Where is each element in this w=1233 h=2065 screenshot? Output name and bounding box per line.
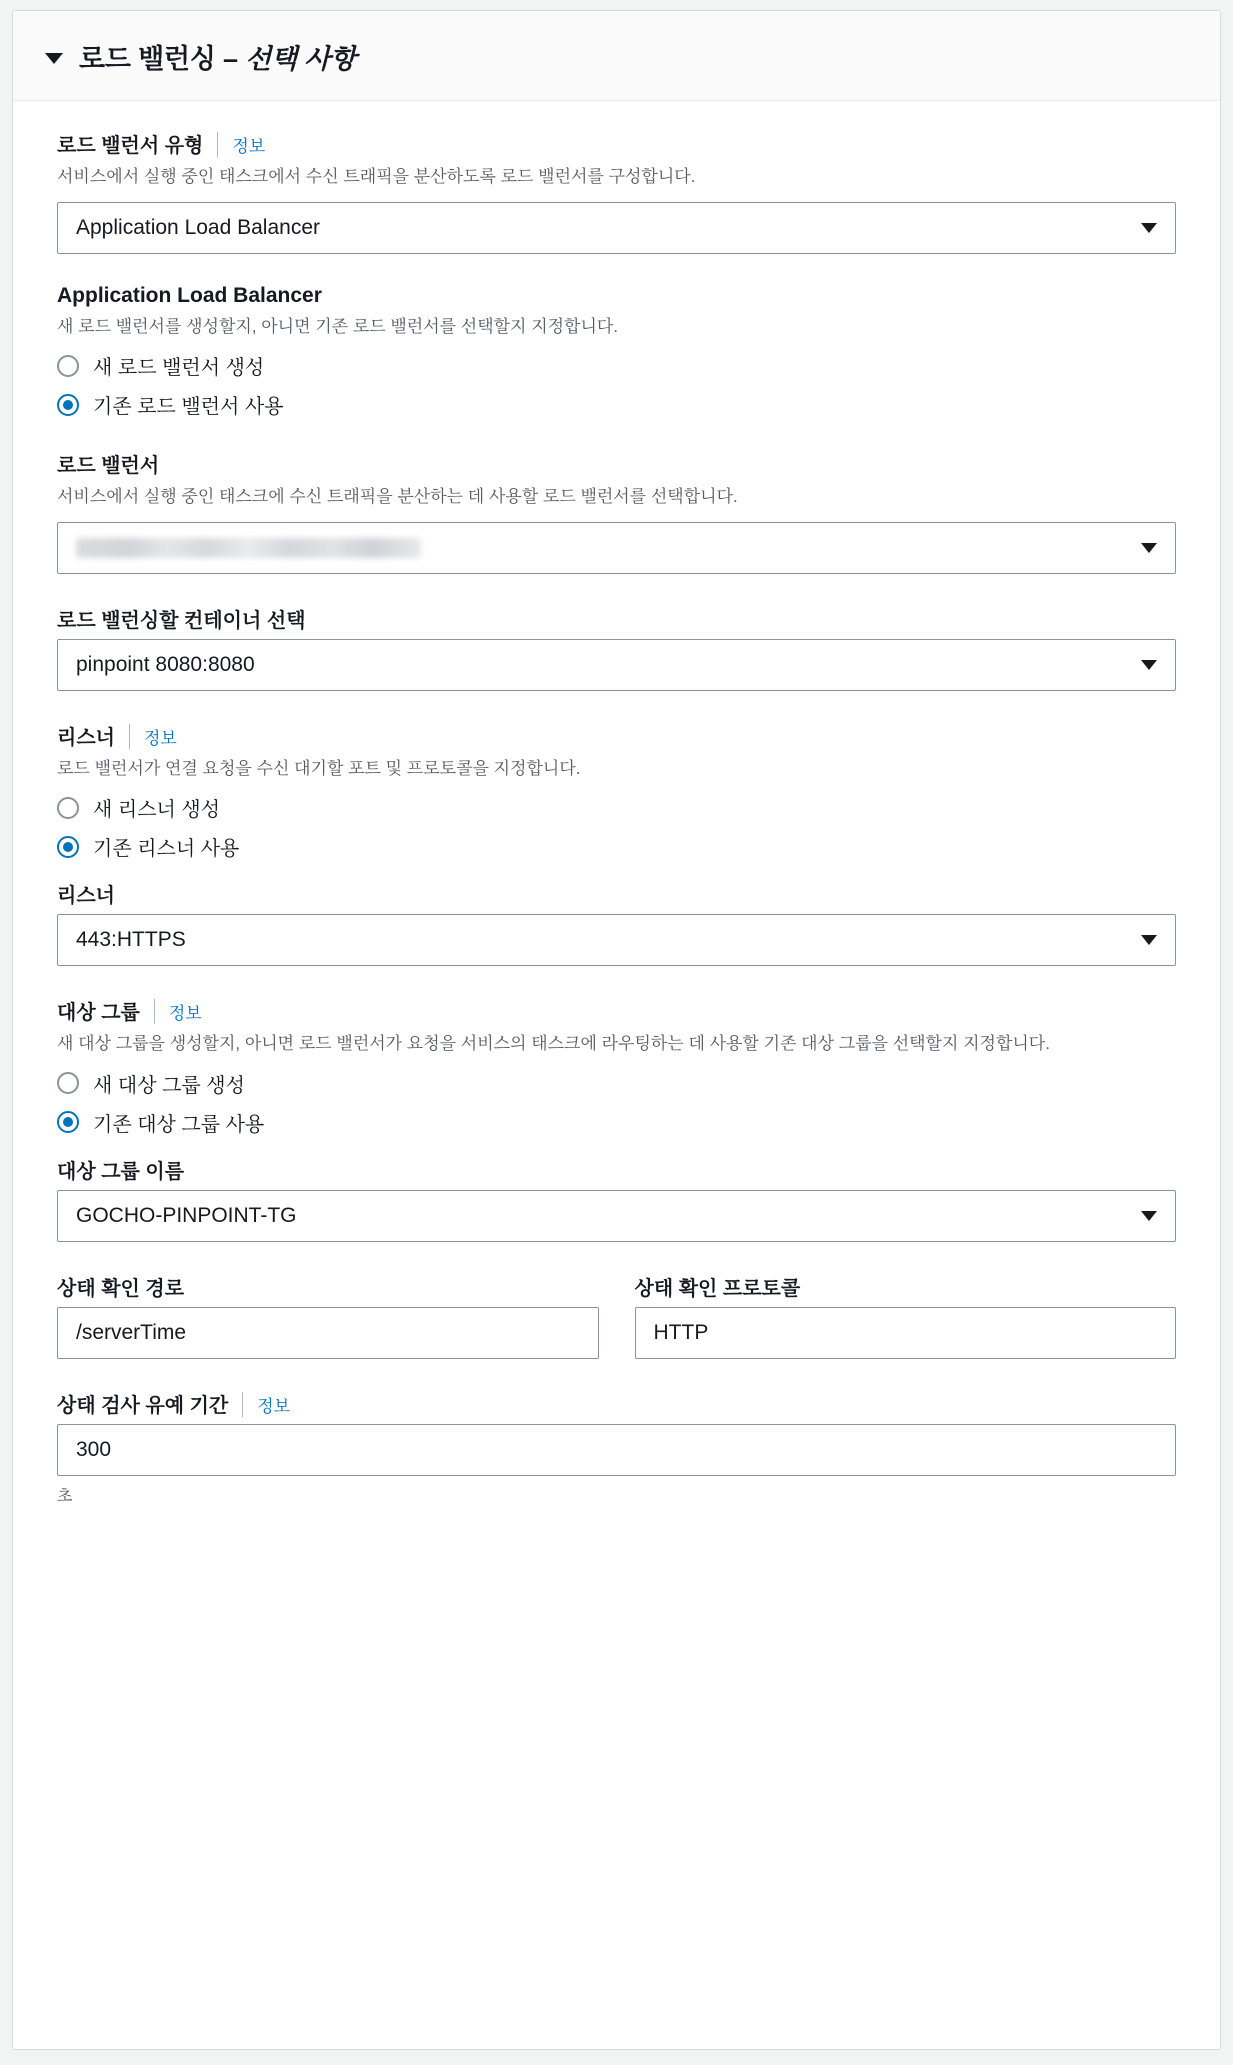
radio-button-icon	[57, 355, 79, 377]
health-check-path-value: /serverTime	[76, 1320, 187, 1344]
target-group-description: 새 대상 그룹을 생성할지, 아니면 로드 밸런서가 요청을 서비스의 태스크에 라우팅하는 데 사용할 기존 대상 그룹을 선택할지 지정합니다.	[57, 1034, 1050, 1053]
health-check-grace-info-link[interactable]: 정보	[242, 1392, 290, 1417]
load-balancer-label: 로드 밸런서	[57, 455, 160, 477]
listener-select-label-row	[57, 879, 1176, 908]
page-title	[79, 37, 356, 76]
listener-label: 리스너	[57, 726, 115, 749]
load-balancer-value-redacted	[76, 538, 421, 558]
health-check-grace-period-field	[57, 1389, 1176, 1506]
alb-choice-field	[57, 284, 1176, 420]
health-check-grace-label: 상태 검사 유예 기간	[57, 1394, 229, 1417]
load-balancer-type-value: Application Load Balancer	[76, 215, 321, 239]
radio-create-new-target-group-label: 새 대상 그룹 생성	[93, 1074, 245, 1097]
health-check-protocol-value: HTTP	[653, 1320, 709, 1344]
target-group-info-link[interactable]: 정보	[154, 999, 202, 1024]
load-balancer-field	[57, 449, 1176, 574]
health-check-protocol-label-row	[635, 1272, 1177, 1301]
alb-choice-description: 새 로드 밸런서를 생성할지, 아니면 기존 로드 밸런서를 선택할지 지정합니다.	[57, 316, 619, 336]
load-balancer-type-label: 로드 밸런서 유형	[57, 135, 204, 157]
target-group-name-value: GOCHO-PINPOINT-TG	[76, 1203, 297, 1227]
listener-select-field	[57, 879, 1176, 966]
load-balancing-panel	[12, 10, 1221, 2050]
panel-body	[13, 101, 1220, 1576]
container-select-label-row	[57, 604, 1176, 633]
radio-button-icon	[57, 797, 79, 819]
listener-label-row	[57, 721, 1176, 750]
listener-description: 로드 밸런서가 연결 요청을 수신 대기할 포트 및 프로토콜을 지정합니다.	[57, 758, 581, 778]
target-group-name-label: 대상 그룹 이름	[57, 1160, 185, 1183]
radio-use-existing-listener-label: 기존 리스너 사용	[93, 838, 240, 860]
panel-title-optional: 선택 사항	[245, 44, 356, 74]
health-check-protocol-input[interactable]	[635, 1307, 1177, 1359]
load-balancer-label-row	[57, 449, 1176, 478]
radio-create-new-load-balancer[interactable]	[57, 351, 1176, 380]
listener-choice-field	[57, 721, 1176, 862]
listener-select-value: 443:HTTPS	[76, 928, 186, 951]
chevron-down-icon	[1141, 223, 1157, 233]
radio-button-icon	[57, 1072, 79, 1094]
chevron-down-icon	[1141, 660, 1157, 670]
target-group-name-field	[57, 1155, 1176, 1242]
radio-create-new-listener[interactable]	[57, 793, 1176, 822]
container-select-field	[57, 604, 1176, 691]
radio-use-existing-load-balancer-label: 기존 로드 밸런서 사용	[93, 396, 284, 418]
panel-title-main: 로드 밸런싱 –	[79, 44, 246, 74]
health-check-grace-value: 300	[76, 1437, 112, 1461]
chevron-down-icon	[1141, 543, 1157, 553]
target-group-choice-field	[57, 996, 1176, 1137]
radio-create-new-load-balancer-label: 새 로드 밸런서 생성	[93, 357, 265, 379]
listener-info-link[interactable]: 정보	[129, 724, 177, 749]
target-group-name-select[interactable]	[57, 1190, 1176, 1242]
chevron-down-icon	[1141, 935, 1157, 945]
radio-use-existing-target-group-label: 기존 대상 그룹 사용	[93, 1113, 265, 1136]
health-check-protocol-field	[635, 1272, 1177, 1359]
load-balancer-type-description: 서비스에서 실행 중인 태스크에서 수신 트래픽을 분산하도록 로드 밸런서를 구성합니다.	[57, 167, 696, 186]
container-select-label: 로드 밸런싱할 컨테이너 선택	[57, 609, 306, 632]
health-check-path-label: 상태 확인 경로	[57, 1277, 185, 1300]
panel-header	[13, 11, 1220, 101]
alb-choice-heading: Application Load Balancer	[57, 283, 322, 307]
radio-button-selected-icon	[57, 394, 79, 416]
radio-use-existing-target-group[interactable]	[57, 1108, 1176, 1137]
container-select-value: pinpoint 8080:8080	[76, 652, 255, 676]
health-check-grace-label-row	[57, 1389, 1176, 1418]
load-balancer-select[interactable]	[57, 522, 1176, 574]
radio-create-new-listener-label: 새 리스너 생성	[93, 799, 221, 821]
health-check-grace-unit: 초	[57, 1487, 73, 1505]
radio-button-selected-icon	[57, 836, 79, 858]
listener-select[interactable]	[57, 914, 1176, 966]
radio-button-selected-icon	[57, 1111, 79, 1133]
load-balancer-type-select[interactable]	[57, 202, 1176, 254]
load-balancer-type-field	[57, 129, 1176, 254]
load-balancer-type-label-row	[57, 129, 1176, 158]
radio-create-new-target-group[interactable]	[57, 1069, 1176, 1098]
health-check-protocol-label: 상태 확인 프로토콜	[634, 1277, 801, 1300]
radio-use-existing-load-balancer[interactable]	[57, 390, 1176, 419]
health-check-path-label-row	[57, 1272, 599, 1301]
health-check-path-field	[57, 1272, 599, 1359]
listener-select-label: 리스너	[57, 885, 115, 907]
target-group-label: 대상 그룹	[57, 1002, 140, 1024]
container-select[interactable]	[57, 639, 1176, 691]
chevron-down-icon	[1141, 1211, 1157, 1221]
target-group-name-label-row	[57, 1155, 1176, 1184]
caret-down-icon[interactable]	[45, 53, 63, 64]
radio-use-existing-listener[interactable]	[57, 832, 1176, 861]
health-check-path-input[interactable]	[57, 1307, 599, 1359]
load-balancer-type-info-link[interactable]: 정보	[217, 132, 265, 157]
target-group-label-row	[57, 996, 1176, 1025]
health-check-row	[57, 1272, 1176, 1359]
load-balancer-description: 서비스에서 실행 중인 태스크에 수신 트래픽을 분산하는 데 사용할 로드 밸런서를 선택합니다.	[57, 487, 738, 506]
health-check-grace-input[interactable]	[57, 1424, 1176, 1476]
